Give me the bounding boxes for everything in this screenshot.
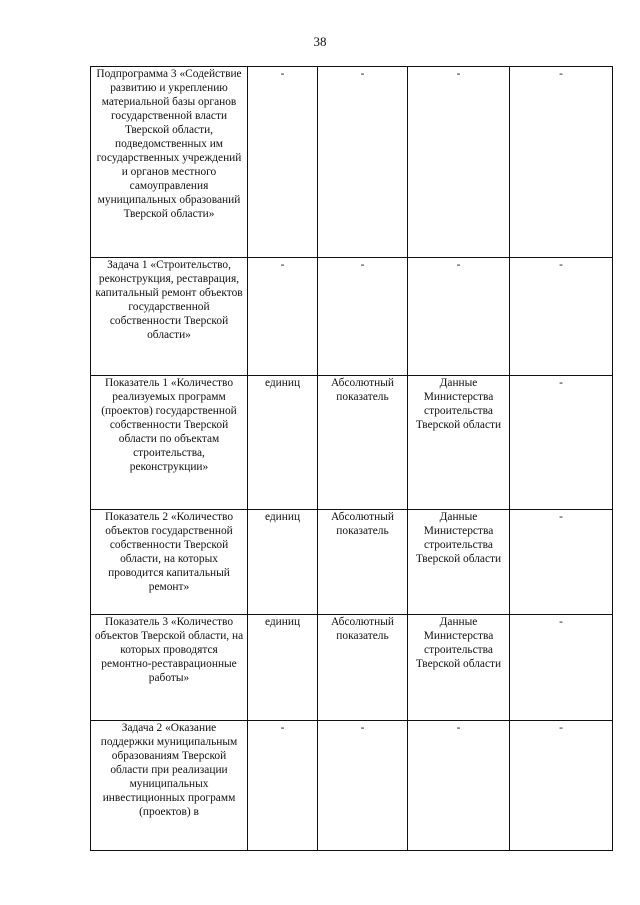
row-unit: -	[248, 67, 318, 258]
row-value: -	[510, 258, 613, 376]
row-name: Задача 1 «Строительство, реконструкция, реставрация, капитальный ремонт объектов государственной собственности Тверской области»	[91, 258, 248, 376]
row-source: Данные Министерства строительства Тверской области	[408, 376, 510, 510]
row-name: Подпрограмма 3 «Содействие развитию и укреплению материальной базы органов государственной власти Тверской области, подведомственных им государственных учреждений и органов местного самоуправления муниципальных образований Тверской области»	[91, 67, 248, 258]
row-type: -	[318, 721, 408, 851]
page-number: 38	[313, 34, 327, 49]
table-row	[91, 376, 613, 510]
row-value: -	[510, 510, 613, 615]
table-row	[91, 67, 613, 258]
row-value: -	[510, 67, 613, 258]
row-type: -	[318, 258, 408, 376]
table-row	[91, 258, 613, 376]
indicator-table	[90, 66, 613, 851]
row-unit: единиц	[248, 615, 318, 721]
row-source: -	[408, 721, 510, 851]
row-unit: -	[248, 258, 318, 376]
row-name: Показатель 3 «Количество объектов Тверской области, на которых проводятся ремонтно-реставрационные работы»	[91, 615, 248, 721]
row-name: Показатель 1 «Количество реализуемых программ (проектов) государственной собственности Тверской области по объектам строительства, реконструкции»	[91, 376, 248, 510]
row-source: -	[408, 258, 510, 376]
row-type: Абсолютный показатель	[318, 376, 408, 510]
row-type: Абсолютный показатель	[318, 510, 408, 615]
row-value: -	[510, 615, 613, 721]
row-type: Абсолютный показатель	[318, 615, 408, 721]
row-value: -	[510, 376, 613, 510]
row-source: -	[408, 67, 510, 258]
row-unit: единиц	[248, 376, 318, 510]
row-unit: единиц	[248, 510, 318, 615]
table-row	[91, 721, 613, 851]
row-type: -	[318, 67, 408, 258]
row-unit: -	[248, 721, 318, 851]
row-source: Данные Министерства строительства Тверской области	[408, 615, 510, 721]
row-source: Данные Министерства строительства Тверской области	[408, 510, 510, 615]
row-value: -	[510, 721, 613, 851]
row-name: Задача 2 «Оказание поддержки муниципальным образованиям Тверской области при реализации муниципальных инвестиционных программ (проектов) в	[91, 721, 248, 851]
table-row	[91, 615, 613, 721]
table-row	[91, 510, 613, 615]
row-name: Показатель 2 «Количество объектов государственной собственности Тверской области, на которых проводится капитальный ремонт»	[91, 510, 248, 615]
